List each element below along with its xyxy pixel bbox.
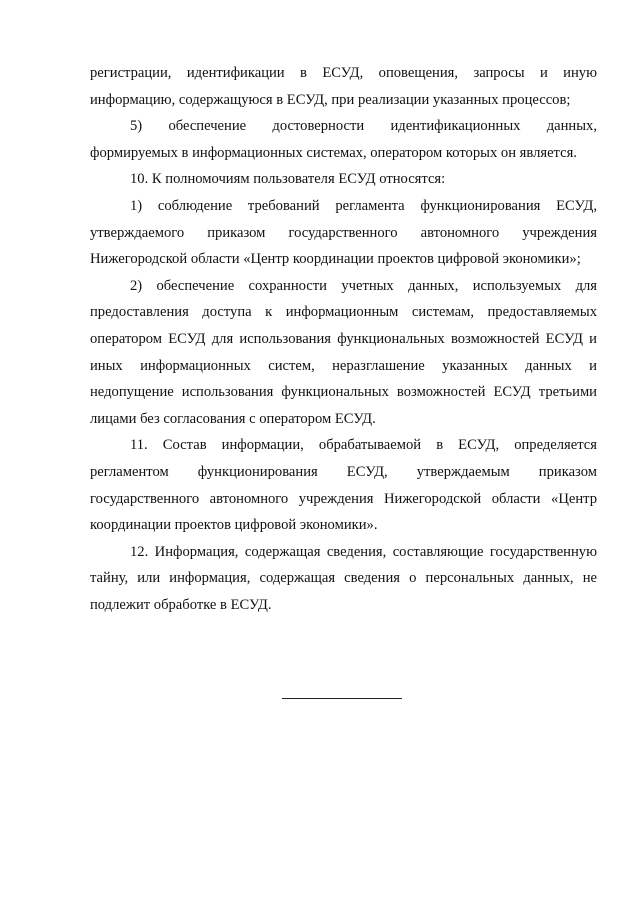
paragraph-item-10-1: 1) соблюдение требований регламента функционирования ЕСУД, утверждаемого приказом государственного автономного учреждения Нижегородской области «Центр координации проектов цифровой экономики»; [90, 197, 597, 268]
paragraph-section-11: 11. Состав информации, обрабатываемой в ЕСУД, определяется регламентом функционирования ЕСУД, утверждаемым приказом государственного автономного учреждения Нижегородской области «Центр координации проектов цифровой экономики». [90, 437, 597, 534]
paragraph-continuation: регистрации, идентификации в ЕСУД, оповещения, запросы и иную информацию, содержащуюся в ЕСУД, при реализации указанных процессов; [90, 65, 597, 108]
paragraph-item-5: 5) обеспечение достоверности идентификационных данных, формируемых в информационных системах, оператором которых он является. [90, 118, 597, 161]
document-end-rule [282, 698, 402, 699]
paragraph-section-10: 10. К полномочиям пользователя ЕСУД относятся: [130, 171, 446, 188]
paragraph-item-10-2: 2) обеспечение сохранности учетных данных, используемых для предоставления доступа к информационным системам, предоставляемых оператором ЕСУД для использования функциональных возможностей ЕСУД и иных информационных систем, неразглашение указанных данных и недопущение использования функциональных возможностей ЕСУД третьими лицами без согласования с оператором ЕСУД. [90, 277, 597, 427]
document-body [90, 60, 597, 618]
paragraph-section-12: 12. Информация, содержащая сведения, составляющие государственную тайну, или информация, содержащая сведения о персональных данных, не подлежит обработке в ЕСУД. [90, 543, 597, 613]
